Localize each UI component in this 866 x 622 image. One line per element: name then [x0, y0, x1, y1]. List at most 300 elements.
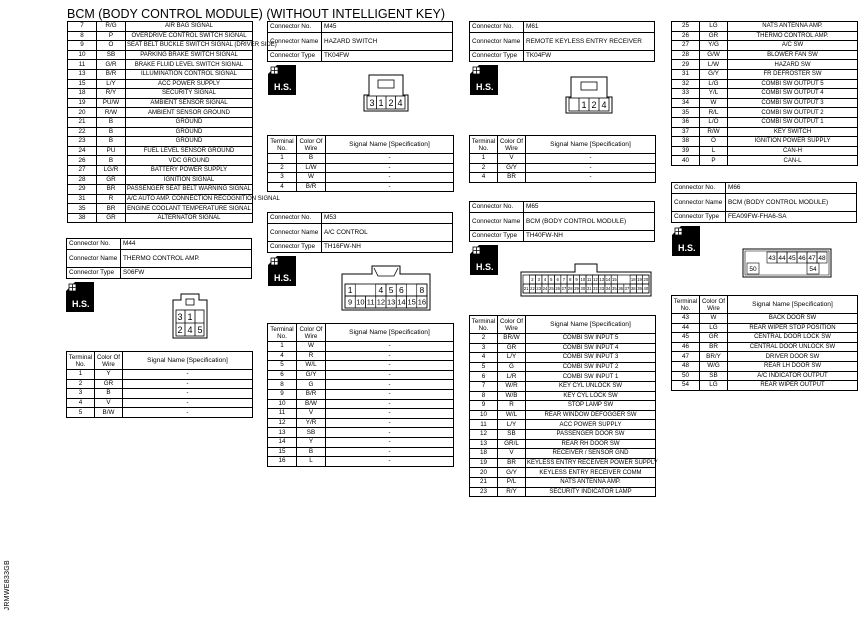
- m53-pin: 15: [407, 297, 416, 307]
- m66-table-body: [672, 314, 858, 391]
- table-row: [68, 69, 253, 79]
- table-row: [268, 173, 454, 183]
- wire-color-cell: GR: [700, 31, 728, 41]
- signal-name-cell: IGNITION SIGNAL: [126, 175, 253, 185]
- table-row: [68, 156, 253, 166]
- table-row: [68, 50, 253, 60]
- signal-name-cell: COMBI SW INPUT 1: [526, 372, 656, 382]
- terminal-no-cell: 12: [470, 429, 498, 439]
- wire-color-cell: Y: [95, 370, 123, 380]
- table-row: [68, 60, 253, 70]
- wire-color-cell: W: [297, 342, 326, 352]
- terminal-no-header: Terminal No.: [268, 136, 297, 154]
- m65-pin: 40: [643, 286, 649, 292]
- table-row: [68, 41, 253, 51]
- terminal-no-cell: 21: [470, 477, 498, 487]
- m65-pin: 20: [643, 277, 649, 283]
- table-row: [268, 457, 454, 467]
- signal-name-cell: BATTERY POWER SUPPLY: [126, 165, 253, 175]
- m53-pin: 8: [419, 285, 425, 296]
- table-row: [68, 127, 253, 137]
- table-row: [672, 314, 858, 324]
- signal-name-cell: -: [326, 437, 454, 447]
- terminal-no-cell: 50: [672, 371, 700, 381]
- terminal-no-cell: 1: [470, 154, 498, 164]
- m65-pin: 13: [599, 277, 605, 283]
- wire-color-cell: R: [498, 401, 526, 411]
- table-row: [268, 437, 454, 447]
- signal-name-cell: GROUND: [126, 127, 253, 137]
- table-row: [672, 137, 858, 147]
- bcm-right-table-body: [672, 22, 858, 166]
- signal-name-cell: BRAKE FLUID LEVEL SWITCH SIGNAL: [126, 60, 253, 70]
- table-row: [470, 468, 656, 478]
- wire-color-cell: W/L: [297, 361, 326, 371]
- table-row: [470, 353, 656, 363]
- hs-label: H.S.: [476, 262, 494, 272]
- terminal-no-cell: 19: [470, 458, 498, 468]
- signal-name-cell: COMBI SW OUTPUT 4: [728, 89, 858, 99]
- wire-color-cell: SB: [297, 428, 326, 438]
- signal-name-cell: CENTRAL DOOR LOCK SW: [728, 333, 858, 343]
- m66-pin: 44: [778, 254, 786, 262]
- m45-connector-no: M45: [322, 22, 453, 33]
- terminal-no-cell: 23: [68, 137, 97, 147]
- wire-color-cell: B/R: [297, 182, 326, 192]
- m44-pin: 3: [177, 312, 183, 322]
- terminal-no-cell: 5: [268, 361, 297, 371]
- wire-color-cell: L/W: [700, 60, 728, 70]
- m45-pin: 2: [388, 98, 394, 108]
- m65-pin: 37: [624, 286, 630, 292]
- terminal-no-header: Terminal No.: [268, 324, 297, 342]
- terminal-no-cell: 28: [672, 50, 700, 60]
- m65-info-table: [469, 201, 655, 242]
- signal-name-cell: REAR WIPER OUTPUT: [728, 381, 858, 391]
- terminal-no-cell: 27: [672, 41, 700, 51]
- m44-info-table: [66, 238, 252, 279]
- signal-name-cell: RECEIVER / SENSOR GND: [526, 449, 656, 459]
- table-row: [68, 98, 253, 108]
- m53-pin: 13: [386, 297, 396, 307]
- signal-name-cell: COMBI SW OUTPUT 3: [728, 98, 858, 108]
- wire-color-cell: W: [297, 173, 326, 183]
- wire-color-cell: B/W: [95, 408, 123, 418]
- hs-icon: [672, 226, 700, 256]
- wire-color-cell: LG: [700, 381, 728, 391]
- m53-pin: 5: [388, 285, 394, 296]
- connector-name-label: Connector Name: [470, 213, 524, 231]
- signal-name-cell: GROUND: [126, 117, 253, 127]
- table-row: [672, 31, 858, 41]
- signal-name-cell: -: [326, 409, 454, 419]
- wire-color-cell: G/Y: [498, 468, 526, 478]
- table-row: [268, 361, 454, 371]
- signal-name-cell: -: [326, 351, 454, 361]
- signal-name-cell: KEYLESS ENTRY RECEIVER COMM: [526, 468, 656, 478]
- signal-name-cell: COMBI SW INPUT 5: [526, 334, 656, 344]
- terminal-no-cell: 43: [672, 314, 700, 324]
- wire-color-cell: L: [297, 457, 326, 467]
- color-of-wire-header: Color Of Wire: [498, 316, 526, 334]
- table-row: [470, 429, 656, 439]
- table-row: [470, 458, 656, 468]
- terminal-no-cell: 20: [68, 108, 97, 118]
- terminal-no-cell: 11: [68, 60, 97, 70]
- document-code: JRMWE833GB: [4, 560, 11, 611]
- terminal-no-cell: 2: [268, 163, 297, 173]
- signal-name-cell: -: [326, 457, 454, 467]
- wire-color-cell: LG: [700, 22, 728, 32]
- wire-color-cell: B/R: [297, 389, 326, 399]
- m65-pin: 31: [586, 286, 592, 292]
- m65-pin: 3: [537, 277, 540, 283]
- signal-name-cell: -: [326, 154, 454, 164]
- terminal-no-cell: 54: [672, 381, 700, 391]
- terminal-no-cell: 46: [672, 342, 700, 352]
- m61-terminal-table: [469, 135, 656, 183]
- terminal-no-cell: 1: [268, 154, 297, 164]
- terminal-no-header: Terminal No.: [672, 296, 700, 314]
- m66-connector-no: M66: [726, 183, 857, 194]
- table-row: [470, 343, 656, 353]
- table-row: [470, 420, 656, 430]
- table-row: [672, 361, 858, 371]
- connector-no-label: Connector No.: [470, 22, 524, 33]
- signal-name-cell: -: [123, 370, 253, 380]
- table-row: [672, 342, 858, 352]
- m65-pin: 7: [562, 277, 566, 283]
- signal-name-cell: REAR WIPER STOP POSITION: [728, 323, 858, 333]
- hs-icon: [66, 282, 94, 312]
- table-row: [68, 194, 253, 204]
- wire-color-cell: V: [498, 449, 526, 459]
- table-row: [268, 409, 454, 419]
- signal-name-cell: -: [123, 398, 253, 408]
- table-row: [672, 41, 858, 51]
- hs-icon: [470, 65, 498, 95]
- signal-name-header: Signal Name [Specification]: [526, 316, 656, 334]
- wire-color-cell: L: [700, 146, 728, 156]
- terminal-no-cell: 29: [68, 185, 97, 195]
- m65-pin: 8: [569, 277, 572, 283]
- table-row: [672, 117, 858, 127]
- m66-terminal-table: [671, 295, 858, 391]
- wire-color-cell: P: [97, 31, 126, 41]
- wire-color-cell: R/G: [97, 22, 126, 32]
- hs-label: H.S.: [678, 243, 696, 253]
- wire-color-cell: L/W: [297, 163, 326, 173]
- signal-name-cell: -: [326, 370, 454, 380]
- m66-pin: 47: [808, 254, 816, 262]
- m45-connector-type: TK04FW: [322, 51, 453, 62]
- wire-color-cell: W/R: [498, 381, 526, 391]
- m44-pin: 5: [197, 325, 203, 335]
- signal-name-cell: A/C AUTO AMP. CONNECTION RECOGNITION SIGNAL: [127, 195, 280, 202]
- signal-name-cell: -: [326, 389, 454, 399]
- m65-terminal-table: [469, 315, 656, 497]
- wire-color-cell: GR: [700, 333, 728, 343]
- terminal-no-cell: 48: [672, 361, 700, 371]
- m65-pin: 10: [580, 277, 586, 283]
- signal-name-cell: -: [326, 380, 454, 390]
- wire-color-cell: G: [498, 362, 526, 372]
- connector-type-label: Connector Type: [67, 268, 121, 279]
- connector-no-label: Connector No.: [470, 202, 524, 213]
- signal-name-cell: -: [123, 389, 253, 399]
- terminal-no-cell: 1: [67, 370, 95, 380]
- table-row: [672, 22, 858, 32]
- m53-pin: 11: [366, 297, 375, 307]
- m65-pin: 6: [556, 277, 559, 283]
- wire-color-cell: G/W: [700, 50, 728, 60]
- terminal-no-cell: 15: [268, 447, 297, 457]
- signal-name-cell: -: [526, 154, 656, 164]
- terminal-no-cell: 10: [68, 50, 97, 60]
- connector-name-label: Connector Name: [268, 224, 322, 242]
- terminal-no-header: Terminal No.: [67, 352, 95, 370]
- m53-pin: 4: [378, 285, 384, 296]
- m45-table-body: [268, 154, 454, 192]
- table-row: [470, 449, 656, 459]
- m65-pin: 35: [612, 286, 617, 292]
- table-row: [470, 487, 656, 497]
- signal-name-cell: -: [526, 163, 656, 173]
- m65-pin: 14: [605, 277, 611, 283]
- wire-color-cell: BR: [498, 458, 526, 468]
- signal-name-cell: -: [326, 418, 454, 428]
- m61-info-table: [469, 21, 655, 62]
- wire-color-cell: L/Y: [498, 353, 526, 363]
- m66-connector-type: FEA09FW-FHA6-SA: [726, 212, 857, 223]
- m65-pin: 39: [637, 286, 642, 292]
- table-row: [672, 108, 858, 118]
- m65-pin: 28: [567, 286, 573, 292]
- terminal-no-cell: 11: [268, 409, 297, 419]
- wire-color-cell: W: [700, 98, 728, 108]
- terminal-no-cell: 38: [68, 213, 97, 223]
- m65-pin: 9: [575, 277, 578, 283]
- terminal-no-cell: 2: [67, 379, 95, 389]
- signal-name-header: Signal Name [Specification]: [728, 296, 858, 314]
- m53-pin: 6: [399, 285, 404, 296]
- terminal-no-cell: 7: [68, 22, 97, 32]
- connector-name-label: Connector Name: [672, 194, 726, 212]
- table-row: [672, 371, 858, 381]
- m66-connector-name: BCM (BODY CONTROL MODULE): [726, 194, 857, 212]
- wire-color-cell: BR: [97, 204, 126, 214]
- wire-color-cell: B/R: [97, 69, 126, 79]
- signal-name-cell: SECURITY INDICATOR LAMP: [526, 487, 656, 497]
- signal-name-cell: OVERDRIVE CONTROL SWITCH SIGNAL: [126, 31, 253, 41]
- table-row: [268, 351, 454, 361]
- terminal-no-cell: 22: [68, 127, 97, 137]
- terminal-no-cell: 3: [268, 173, 297, 183]
- signal-name-header: Signal Name [Specification]: [123, 352, 253, 370]
- terminal-no-cell: 6: [470, 372, 498, 382]
- m65-pin: 11: [586, 277, 592, 283]
- table-row: [470, 154, 656, 164]
- terminal-no-cell: 21: [68, 117, 97, 127]
- terminal-no-cell: 16: [268, 457, 297, 467]
- connector-name-label: Connector Name: [268, 33, 322, 51]
- wire-color-cell: P/L: [498, 477, 526, 487]
- signal-name-cell: COMBI SW INPUT 2: [526, 362, 656, 372]
- signal-name-cell: SEAT BELT BUCKLE SWITCH SIGNAL (DRIVER SIDE): [127, 42, 277, 49]
- terminal-no-cell: 37: [672, 127, 700, 137]
- wire-color-cell: R: [97, 194, 126, 204]
- m44-table-body: [67, 370, 253, 418]
- terminal-no-cell: 47: [672, 352, 700, 362]
- m65-pin: 32: [593, 286, 598, 292]
- table-row: [672, 60, 858, 70]
- m65-pin: 21: [523, 286, 529, 292]
- m53-connector-no: M53: [322, 213, 453, 224]
- m65-pin: 27: [561, 286, 567, 292]
- signal-name-cell: IGNITION POWER SUPPLY: [728, 137, 858, 147]
- connector-no-label: Connector No.: [268, 213, 322, 224]
- signal-name-cell: COMBI SW INPUT 4: [526, 343, 656, 353]
- signal-name-cell: SECURITY SIGNAL: [126, 89, 253, 99]
- signal-name-cell: -: [326, 399, 454, 409]
- terminal-no-cell: 31: [68, 194, 97, 204]
- signal-name-cell: DRIVER DOOR SW: [728, 352, 858, 362]
- m53-pin: 1: [347, 285, 353, 296]
- m65-pin: 22: [530, 286, 535, 292]
- m66-pin: 43: [768, 254, 776, 262]
- connector-type-label: Connector Type: [268, 51, 322, 62]
- table-row: [470, 439, 656, 449]
- wire-color-cell: L/O: [700, 117, 728, 127]
- connector-type-label: Connector Type: [470, 231, 524, 242]
- m65-connector-type: TH40FW-NH: [524, 231, 655, 242]
- table-row: [68, 137, 253, 147]
- table-row: [672, 381, 858, 391]
- m53-pin: 16: [417, 297, 427, 307]
- m66-pin: 54: [809, 265, 817, 273]
- bcm-right-table: [671, 21, 858, 166]
- signal-name-cell: -: [326, 182, 454, 192]
- table-row: [67, 370, 253, 380]
- m53-table-body: [268, 342, 454, 467]
- m53-pin: 14: [397, 297, 406, 307]
- table-row: [68, 117, 253, 127]
- signal-name-cell: REAR LH DOOR SW: [728, 361, 858, 371]
- signal-name-cell: AIR BAG SIGNAL: [126, 22, 253, 32]
- terminal-no-cell: 26: [672, 31, 700, 41]
- signal-name-cell: CAN-H: [728, 146, 858, 156]
- m44-connector-no: M44: [121, 239, 252, 250]
- wire-color-cell: SB: [498, 429, 526, 439]
- wire-color-cell: G/Y: [498, 163, 526, 173]
- terminal-no-cell: 26: [68, 156, 97, 166]
- table-row: [470, 381, 656, 391]
- m65-pin: 34: [605, 286, 611, 292]
- table-row: [470, 163, 656, 173]
- signal-name-cell: REAR WINDOW DEFOGGER SW: [526, 410, 656, 420]
- m65-pin: 29: [574, 286, 579, 292]
- m66-pin: 46: [798, 254, 806, 262]
- terminal-no-cell: 13: [68, 69, 97, 79]
- table-row: [268, 418, 454, 428]
- table-row: [268, 154, 454, 164]
- signal-name-cell: COMBI SW INPUT 3: [526, 353, 656, 363]
- wire-color-cell: W: [700, 314, 728, 324]
- table-row: [672, 98, 858, 108]
- wire-color-cell: LG/R: [97, 165, 126, 175]
- m61-connector-type: TK04FW: [524, 51, 655, 62]
- table-row: [68, 146, 253, 156]
- terminal-no-cell: 8: [470, 391, 498, 401]
- terminal-no-cell: 18: [470, 449, 498, 459]
- table-row: [268, 389, 454, 399]
- wire-color-cell: B: [97, 137, 126, 147]
- m65-pin: 25: [549, 286, 554, 292]
- m65-table-body: [470, 334, 656, 497]
- terminal-no-header: Terminal No.: [470, 136, 498, 154]
- wire-color-cell: B: [297, 154, 326, 164]
- table-row: [672, 69, 858, 79]
- wire-color-cell: SB: [97, 50, 126, 60]
- connector-type-label: Connector Type: [268, 242, 322, 253]
- m65-pin: 15: [612, 277, 617, 283]
- terminal-no-cell: 25: [672, 22, 700, 32]
- wire-color-cell: B: [95, 389, 123, 399]
- m53-pin: 12: [376, 297, 386, 307]
- m61-connector-no: M61: [524, 22, 655, 33]
- signal-name-cell: VDC GROUND: [126, 156, 253, 166]
- wire-color-cell: R/W: [700, 127, 728, 137]
- table-row: [470, 372, 656, 382]
- wire-color-cell: G/Y: [700, 69, 728, 79]
- table-row: [470, 410, 656, 420]
- terminal-no-cell: 10: [268, 399, 297, 409]
- hs-label: H.S.: [476, 82, 494, 92]
- wire-color-cell: R: [297, 351, 326, 361]
- signal-name-cell: -: [326, 428, 454, 438]
- m53-connector-face: [340, 264, 432, 312]
- table-row: [672, 50, 858, 60]
- wire-color-cell: BR: [97, 185, 126, 195]
- terminal-no-cell: 8: [268, 380, 297, 390]
- table-row: [672, 146, 858, 156]
- table-row: [268, 428, 454, 438]
- signal-name-cell: -: [526, 173, 656, 183]
- terminal-no-cell: 7: [470, 381, 498, 391]
- table-row: [67, 408, 253, 418]
- signal-name-cell: -: [326, 361, 454, 371]
- m66-pin: 50: [749, 265, 757, 273]
- m65-pin: 36: [618, 286, 623, 292]
- m65-pin: 18: [630, 277, 636, 283]
- connector-name-label: Connector Name: [470, 33, 524, 51]
- m44-pin: 2: [177, 325, 183, 335]
- wire-color-cell: R/Y: [498, 487, 526, 497]
- m45-terminal-table: [267, 135, 454, 192]
- wire-color-cell: O: [700, 137, 728, 147]
- terminal-no-header: Terminal No.: [470, 316, 498, 334]
- wire-color-cell: LG: [700, 323, 728, 333]
- signal-name-cell: GROUND: [126, 137, 253, 147]
- table-row: [68, 185, 253, 195]
- table-row: [672, 323, 858, 333]
- terminal-no-cell: 33: [672, 89, 700, 99]
- m65-pin: 19: [637, 277, 642, 283]
- hs-icon: [470, 245, 498, 275]
- terminal-no-cell: 35: [672, 108, 700, 118]
- terminal-no-cell: 5: [470, 362, 498, 372]
- m44-connector-face: [172, 293, 208, 339]
